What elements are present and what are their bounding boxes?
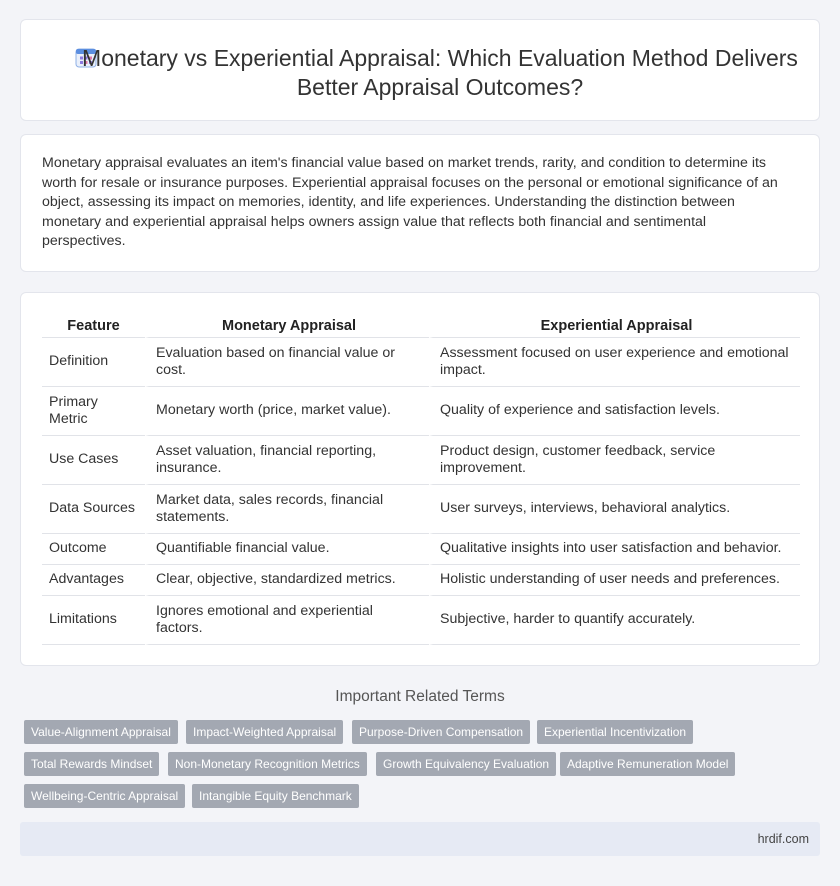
feature-cell: Primary Metric <box>42 387 145 436</box>
related-term-tag[interactable]: Growth Equivalency Evaluation <box>376 752 556 776</box>
header-monetary: Monetary Appraisal <box>145 315 429 338</box>
table-row <box>42 596 800 645</box>
feature-cell: Limitations <box>42 596 145 645</box>
title-card <box>20 19 820 121</box>
experiential-cell: Holistic understanding of user needs and preferences. <box>429 565 800 596</box>
table-row <box>42 338 800 387</box>
related-term-tag[interactable]: Purpose-Driven Compensation <box>352 720 530 744</box>
related-term-tag[interactable]: Intangible Equity Benchmark <box>192 784 359 808</box>
related-term-tag[interactable]: Non-Monetary Recognition Metrics <box>168 752 367 776</box>
experiential-cell: Quality of experience and satisfaction levels. <box>429 387 800 436</box>
header-feature: Feature <box>42 315 145 338</box>
monetary-cell: Evaluation based on financial value or cost. <box>145 338 429 387</box>
intro-paragraph: Monetary appraisal evaluates an item's financial value based on market trends, rarity, and condition to determine its worth for resale or insurance purposes. Experiential appraisal focuses on the personal or emotional significance of an object, assessing its impact on memories, identity, and life experiences. Understanding the distinction between monetary and experiential appraisal helps owners assign value that reflects both financial and sentimental perspectives. <box>42 155 778 250</box>
feature-cell: Definition <box>42 338 145 387</box>
related-term-tag[interactable]: Impact-Weighted Appraisal <box>186 720 343 744</box>
header-experiential: Experiential Appraisal <box>429 315 800 338</box>
comparison-card <box>20 292 820 666</box>
monetary-cell: Asset valuation, financial reporting, insurance. <box>145 436 429 485</box>
table-row <box>42 387 800 436</box>
related-term-tag[interactable]: Total Rewards Mindset <box>24 752 159 776</box>
experiential-cell: Assessment focused on user experience and emotional impact. <box>429 338 800 387</box>
table-row <box>42 436 800 485</box>
table-header-row <box>42 315 800 338</box>
monetary-cell: Clear, objective, standardized metrics. <box>145 565 429 596</box>
feature-cell: Use Cases <box>42 436 145 485</box>
table-row <box>42 485 800 534</box>
related-term-tag[interactable]: Experiential Incentivization <box>537 720 693 744</box>
experiential-cell: Subjective, harder to quantify accurately. <box>429 596 800 645</box>
table-row <box>42 534 800 565</box>
feature-cell: Advantages <box>42 565 145 596</box>
footer-bar <box>20 822 820 856</box>
experiential-cell: User surveys, interviews, behavioral analytics. <box>429 485 800 534</box>
related-terms-title: Important Related Terms <box>335 688 505 705</box>
experiential-cell: Product design, customer feedback, service improvement. <box>429 436 800 485</box>
related-term-tag[interactable]: Adaptive Remuneration Model <box>560 752 735 776</box>
monetary-cell: Quantifiable financial value. <box>145 534 429 565</box>
experiential-cell: Qualitative insights into user satisfaction and behavior. <box>429 534 800 565</box>
intro-card <box>20 134 820 272</box>
feature-cell: Outcome <box>42 534 145 565</box>
monetary-cell: Ignores emotional and experiential factors. <box>145 596 429 645</box>
comparison-table <box>42 315 800 645</box>
related-term-tag[interactable]: Value-Alignment Appraisal <box>24 720 178 744</box>
table-row <box>42 565 800 596</box>
monetary-cell: Monetary worth (price, market value). <box>145 387 429 436</box>
feature-cell: Data Sources <box>42 485 145 534</box>
page-title: Monetary vs Experiential Appraisal: Which Evaluation Method Delivers Better Appraisal Outcomes? <box>82 45 798 100</box>
related-term-tag[interactable]: Wellbeing-Centric Appraisal <box>24 784 185 808</box>
monetary-cell: Market data, sales records, financial statements. <box>145 485 429 534</box>
footer-site-link[interactable]: hrdif.com <box>757 832 809 846</box>
